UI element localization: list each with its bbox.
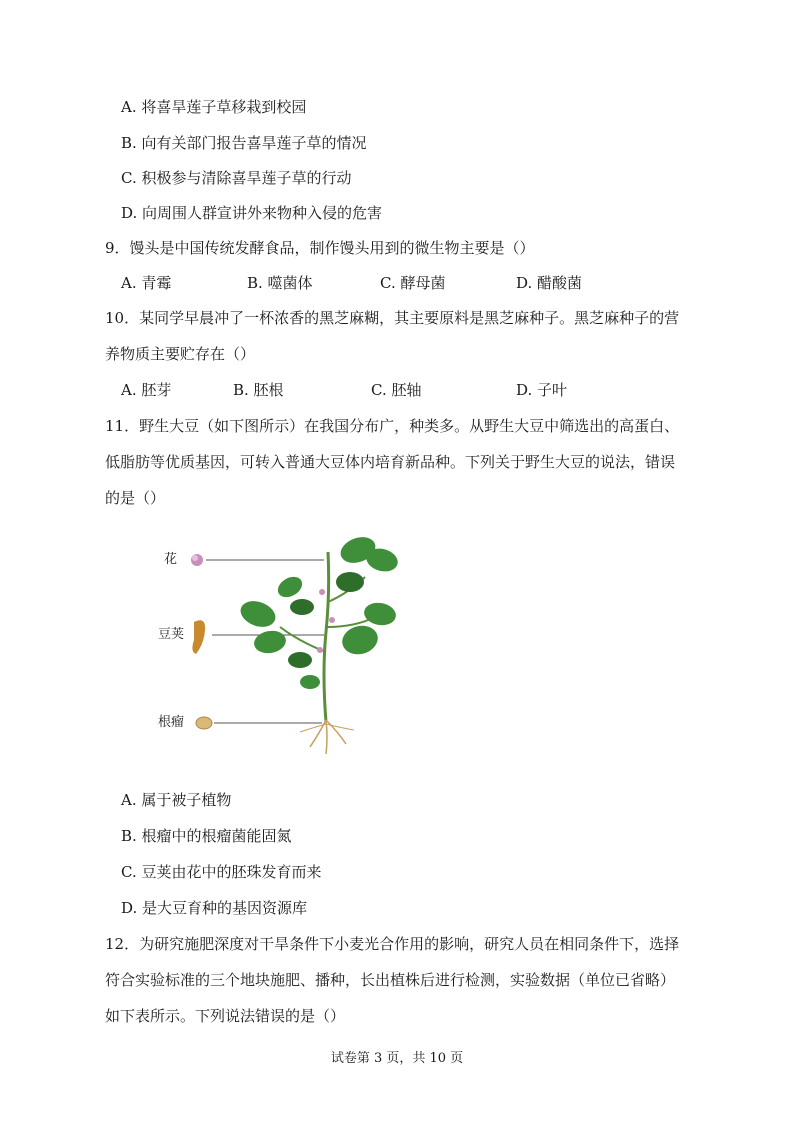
q10-stem-line-2: 养物质主要贮存在（） [105,345,256,363]
q11-stem-line-2: 低脂肪等优质基因，可转入普通大豆体内培育新品种。下列关于野生大豆的说法，错误 [105,453,676,471]
flower-highlight-icon [192,555,198,561]
q12-stem-line-2: 符合实验标准的三个地块施肥、播种，长出植株后进行检测，实验数据（单位已省略） [105,971,676,989]
q11-option-a: A. 属于被子植物 [121,791,232,809]
q8-option-d: D. 向周围人群宣讲外来物种入侵的危害 [121,204,383,222]
root [310,720,326,747]
q8-option-c: C. 积极参与清除喜旱莲子草的行动 [121,169,352,187]
root [326,724,354,730]
leaf [300,675,320,689]
figure-label-pod: 豆荚 [158,627,185,642]
figure-label-flower: 花 [164,552,178,567]
q9-option-a: A. 青霉 [121,274,172,292]
leaf [237,597,279,632]
q9-option-b: B. 噬菌体 [247,274,313,292]
q12-stem-line-3: 如下表所示。下列说法错误的是（） [105,1007,346,1025]
stem [324,552,329,722]
leaf [288,652,312,668]
q11-option-c: C. 豆荚由花中的胚珠发育而来 [121,863,322,881]
wild-soybean-figure [150,532,410,757]
q10-option-d: D. 子叶 [516,381,568,399]
q9-option-d: D. 醋酸菌 [516,274,583,292]
q8-option-b: B. 向有关部门报告喜旱莲子草的情况 [121,134,367,152]
plant-flower-icon [319,589,325,595]
q9-option-c: C. 酵母菌 [380,274,446,292]
leaf [252,628,287,655]
q9-stem: 9．馒头是中国传统发酵食品，制作馒头用到的微生物主要是（） [105,239,535,257]
plant-flower-icon [329,617,335,623]
leaf [336,572,364,592]
nodule-icon [196,717,212,729]
leaf [274,573,306,602]
page-footer: 试卷第 3 页，共 10 页 [330,1051,464,1066]
q11-option-d: D. 是大豆育种的基因资源库 [121,899,308,917]
q11-stem-line-1: 11．野生大豆（如下图所示）在我国分布广，种类多。从野生大豆中筛选出的高蛋白、 [105,417,680,435]
root [326,720,346,744]
leaf [339,622,381,658]
q8-option-a: A. 将喜旱莲子草移栽到校园 [121,98,307,116]
q11-stem-line-3: 的是（） [105,489,166,507]
root [326,720,327,754]
q10-stem-line-1: 10．某同学早晨冲了一杯浓香的黑芝麻糊，其主要原料是黑芝麻种子。黑芝麻种子的营 [105,309,680,327]
figure-label-nodule: 根瘤 [158,715,185,730]
plant-flower-icon [317,647,323,653]
leaf [362,600,397,627]
soybean-plant-illustration [150,532,410,757]
q10-option-b: B. 胚根 [233,381,284,399]
q12-stem-line-1: 12．为研究施肥深度对干旱条件下小麦光合作用的影响，研究人员在相同条件下，选择 [105,935,680,953]
leaf [290,599,314,615]
pod-icon [192,620,205,654]
q10-option-c: C. 胚轴 [371,381,422,399]
q11-option-b: B. 根瘤中的根瘤菌能固氮 [121,827,292,845]
q10-option-a: A. 胚芽 [121,381,172,399]
